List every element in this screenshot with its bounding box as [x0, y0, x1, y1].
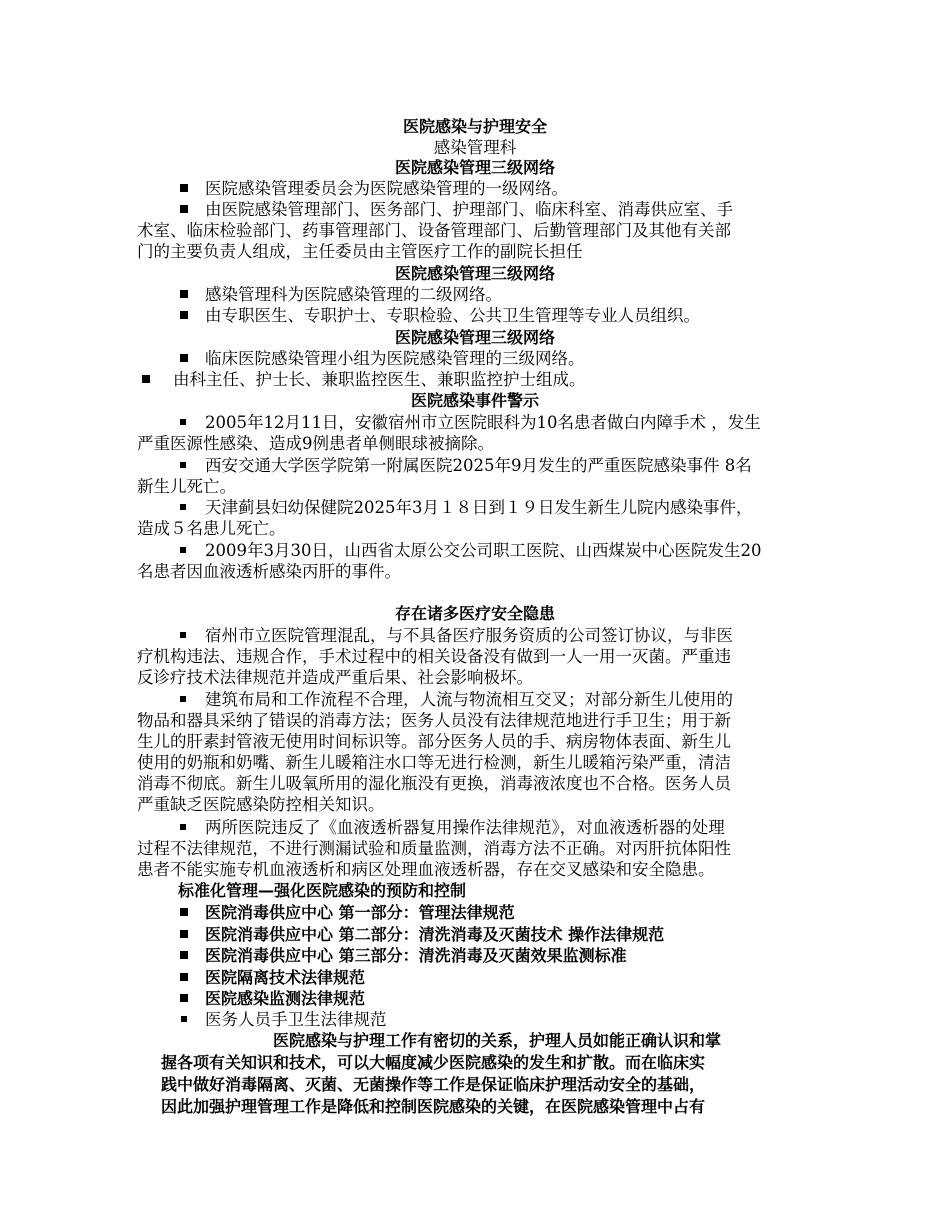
- section-heading: 医院感染管理三级网络: [394, 264, 555, 283]
- paragraph-line: 造成５名患儿死亡。: [137, 519, 286, 538]
- standard-item: 医院消毒供应中心 第三部分：清洗消毒及灭菌效果监测标准: [205, 946, 627, 965]
- standard-item: 医院感染监测法律规范: [205, 989, 366, 1008]
- bullet-text: 西安交通大学医学院第一附属医院2025年9月发生的严重医院感染事件 8名: [205, 456, 752, 475]
- standard-item: 医院消毒供应中心 第二部分：清洗消毒及灭菌技术 操作法律规范: [205, 925, 665, 944]
- bullet-text: 由医院感染管理部门、医务部门、护理部门、临床科室、消毒供应室、手: [205, 200, 733, 219]
- paragraph-line: 消毒不彻底。新生儿吸氧所用的湿化瓶没有更换，消毒液浓度也不合格。医务人员: [137, 774, 731, 793]
- bullet-text: 宿州市立医院管理混乱，与不具备医疗服务资质的公司签订协议，与非医: [205, 626, 733, 645]
- section-heading: 医院感染管理三级网络: [394, 328, 555, 347]
- bullet-icon: [181, 1016, 187, 1022]
- bullet-icon: [180, 205, 188, 213]
- bullet-icon: [180, 290, 188, 298]
- paragraph-line: 物品和器具采纳了错误的消毒方法；医务人员没有法律规范地进行手卫生；用于新: [137, 711, 731, 730]
- bullet-icon: [180, 184, 188, 192]
- paragraph-line: 严重医源性感染、造成9例患者单侧眼球被摘除。: [137, 434, 494, 453]
- standard-item: 医院消毒供应中心 第一部分：管理法律规范: [205, 903, 515, 922]
- paragraph-line: 过程不法律规范，不进行测漏试验和质量监测，消毒方法不正确。对丙肝抗体阳性: [137, 839, 731, 858]
- bullet-icon: [180, 354, 188, 362]
- bullet-icon: [180, 547, 186, 553]
- bullet-text: 由科主任、护士长、兼职监控医生、兼职监控护士组成。: [173, 370, 586, 389]
- bullet-text: 2005年12月11日，安徽宿州市立医院眼科为10名患者做白内障手术 ，发生: [205, 413, 761, 432]
- bullet-text: 2009年3月30日，山西省太原公交公司职工医院、山西煤炭中心医院发生20: [205, 541, 762, 560]
- section-heading: 存在诸多医疗安全隐患: [394, 604, 555, 623]
- bullet-icon: [180, 824, 186, 830]
- paragraph-line: 患者不能实施专机血液透析和病区处理血液透析器，存在交叉感染和安全隐患。: [137, 860, 715, 879]
- bullet-icon: [180, 973, 188, 981]
- paragraph-line: 名患者因血液透析感染丙肝的事件。: [137, 562, 401, 581]
- paragraph-line: 新生儿死亡。: [137, 477, 236, 496]
- bullet-text: 建筑布局和工作流程不合理，人流与物流相互交叉；对部分新生儿使用的: [205, 690, 733, 709]
- bullet-text: 感染管理科为医院感染管理的二级网络。: [205, 285, 502, 304]
- bullet-icon: [180, 930, 188, 938]
- standard-item: 医院隔离技术法律规范: [205, 968, 366, 987]
- bullet-icon: [180, 504, 186, 510]
- paragraph-line: 生儿的肝素封管液无使用时间标识等。部分医务人员的手、病房物体表面、新生儿: [137, 732, 731, 751]
- department-name: 感染管理科: [433, 138, 517, 157]
- bullet-icon: [180, 419, 186, 425]
- bullet-text: 两所医院违反了《血液透析器复用操作法律规范》，对血液透析器的处理: [205, 818, 725, 837]
- paragraph-line: 因此加强护理管理工作是降低和控制医院感染的关键，在医院感染管理中占有: [161, 1097, 706, 1116]
- paragraph-line: 使用的奶瓶和奶嘴、新生儿暖箱注水口等无进行检测，新生儿暖箱污染严重，清洁: [137, 753, 731, 772]
- paragraph-line: 践中做好消毒隔离、灭菌、无菌操作等工作是保证临床护理活动安全的基础，: [161, 1075, 706, 1094]
- bullet-text: 医院感染管理委员会为医院感染管理的一级网络。: [205, 179, 568, 198]
- bullet-text: 由专职医生、专职护士、专职检验、公共卫生管理等专业人员组织。: [205, 306, 700, 325]
- bullet-icon: [180, 696, 186, 702]
- bullet-icon: [180, 462, 186, 468]
- bullet-text: 临床医院感染管理小组为医院感染管理的三级网络。: [205, 349, 585, 368]
- section-heading: 医院感染管理三级网络: [394, 158, 555, 177]
- bullet-icon: [180, 951, 188, 959]
- document-title: 医院感染与护理安全: [402, 117, 547, 136]
- bullet-icon: [142, 375, 150, 383]
- section-heading: 医院感染事件警示: [410, 391, 539, 410]
- paragraph-line: 疗机构违法、违规合作，手术过程中的相关设备没有做到一人一用一灭菌。严重违: [137, 647, 731, 666]
- bullet-text: 天津蓟县妇幼保健院2025年3月１８日到１９日发生新生儿院内感染事件，: [205, 498, 753, 517]
- paragraph-line: 严重缺乏医院感染防控相关知识。: [137, 795, 385, 814]
- bullet-icon: [180, 632, 186, 638]
- paragraph-line: 医院感染与护理工作有密切的关系，护理人员如能正确认识和掌: [273, 1031, 722, 1050]
- bullet-icon: [180, 908, 188, 916]
- paragraph-line: 握各项有关知识和技术，可以大幅度减少医院感染的发生和扩散。而在临床实: [161, 1053, 706, 1072]
- bullet-icon: [180, 311, 188, 319]
- paragraph-line: 术室、临床检验部门、药事管理部门、设备管理部门、后勤管理部门及其他有关部: [137, 221, 731, 240]
- bullet-icon: [180, 994, 188, 1002]
- paragraph-line: 反诊疗技术法律规范并造成严重后果、社会影响极坏。: [137, 668, 533, 687]
- paragraph-line: 门的主要负责人组成，主任委员由主管医疗工作的副院长担任: [137, 242, 583, 261]
- section-heading: 标准化管理—强化医院感染的预防和控制: [178, 881, 467, 900]
- standard-item: 医务人员手卫生法律规范: [205, 1010, 387, 1029]
